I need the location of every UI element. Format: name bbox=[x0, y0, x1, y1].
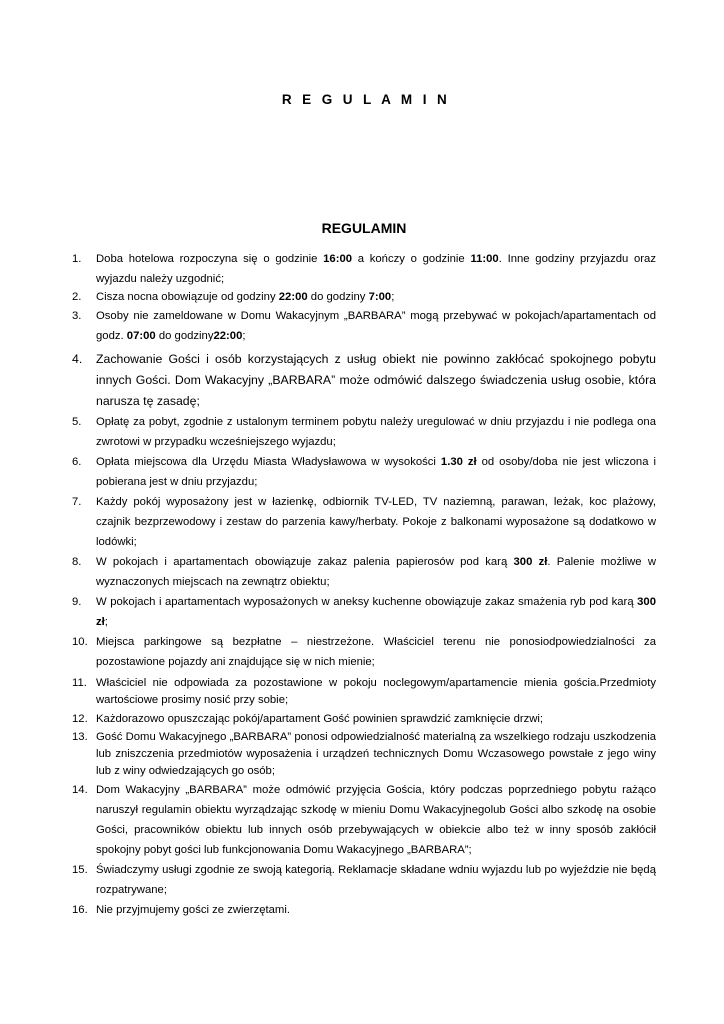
rule-time-end: 22:00 bbox=[213, 330, 243, 342]
rule-text: W pokojach i apartamentach obowiązuje zakaz palenia papierosów pod karą bbox=[96, 556, 514, 568]
rule-text: Każdy pokój wyposażony jest w łazienkę, odbiornik TV-LED, TV naziemną, parawan, leżak, koc plażowy, czajnik bezprzewodowy i zestaw do parzenia kawy/herbaty. Pokoje z balkonami wyposażone są dodatkowo w lodówki; bbox=[96, 496, 656, 548]
rule-number: 10. bbox=[72, 636, 88, 648]
rule-item-2 bbox=[72, 289, 656, 306]
rule-number: 16. bbox=[72, 904, 88, 916]
rule-text: a kończy o godzinie bbox=[352, 253, 471, 265]
rule-item-5 bbox=[72, 412, 656, 452]
rule-text: ; bbox=[104, 616, 108, 628]
rule-number: 4. bbox=[72, 352, 83, 366]
rule-text: Doba hotelowa rozpoczyna się o godzinie bbox=[96, 253, 324, 265]
rule-text: Opłata miejscowa dla Urzędu Miasta Władysławowa w wysokości bbox=[96, 456, 441, 468]
rule-item-1 bbox=[72, 249, 656, 289]
document-title: REGULAMIN bbox=[321, 220, 407, 236]
rule-number: 6. bbox=[72, 456, 82, 468]
rule-text: Każdorazowo opuszczając pokój/apartament Gość powinien sprawdzić zamknięcie drzwi; bbox=[96, 713, 544, 725]
rule-time-start: 16:00 bbox=[323, 253, 353, 265]
rule-item-13 bbox=[72, 729, 656, 780]
rule-text: do godziny bbox=[155, 330, 214, 342]
rule-item-9 bbox=[72, 592, 656, 632]
rule-text: Dom Wakacyjny „BARBARA” może odmówić przyjęcia Gościa, który podczas poprzedniego pobytu rażąco naruszył regulamin obiektu wyrządzając szkodę w mieniu Domu Wakacyjnegolub Gości albo szkodę na osobie Gości, pracowników obiektu lub innych osób przebywających w obiekcie albo też w inny sposób zakłócił spokojny pobyt gości lub funkcjonowania Domu Wakacyjnego „BARBARA”; bbox=[96, 784, 656, 856]
rule-text: Cisza nocna obowiązuje od godziny bbox=[96, 291, 279, 303]
rule-item-11 bbox=[72, 675, 656, 709]
rule-item-12 bbox=[72, 709, 656, 729]
rule-number: 3. bbox=[72, 310, 82, 322]
header-title: R E G U L A M I N bbox=[281, 92, 451, 107]
rules-list bbox=[72, 249, 656, 920]
rule-text: . Palenie możliwe w wyznaczonych miejscach na zewnątrz obiektu; bbox=[96, 556, 656, 588]
rule-text: . Inne godziny przyjazdu oraz wyjazdu należy uzgodnić; bbox=[96, 253, 656, 285]
rule-text: Zachowanie Gości i osób korzystających z usług obiekt nie powinno zakłócać spokojnego pobytu innych Gości. Dom Wakacyjny „BARBARA” może odmówić dalszego świadczenia usług osobie, która narusza tę zasadę; bbox=[96, 352, 656, 408]
rule-text: od osoby/doba nie jest wliczona i pobierana jest w dniu przyjazdu; bbox=[96, 456, 656, 488]
rule-time-end: 11:00 bbox=[470, 253, 499, 265]
rule-text: Miejsca parkingowe są bezpłatne – niestrzeżone. Właściciel terenu nie ponosiodpowiedzialności za pozostawione pojazdy ani znajdujące się w nich mienie; bbox=[96, 636, 656, 668]
rule-number: 2. bbox=[72, 291, 82, 303]
rule-text: Świadczymy usługi zgodnie ze swoją kategorią. Reklamacje składane wdniu wyjazdu lub po wyjeździe nie będą rozpatrywane; bbox=[96, 864, 656, 896]
rule-fee-amount: 1.30 zł bbox=[440, 456, 477, 468]
rule-item-16 bbox=[72, 900, 656, 920]
rule-text: Opłatę za pobyt, zgodnie z ustalonym terminem pobytu należy uregulować w dniu przyjazdu i nie podlega ona zwrotowi w przypadku wcześniejszego wyjazdu; bbox=[96, 416, 656, 448]
rule-text: Właściciel nie odpowiada za pozostawione w pokoju noclegowym/apartamencie mienia gościa.Przedmioty wartościowe prosimy nosić przy sobie; bbox=[96, 677, 656, 706]
rule-item-3 bbox=[72, 306, 656, 346]
rule-text: do godziny bbox=[307, 291, 369, 303]
rule-number: 9. bbox=[72, 596, 82, 608]
rule-number: 12. bbox=[72, 713, 88, 725]
rule-penalty-amount: 300 zł bbox=[513, 556, 548, 568]
rule-item-10 bbox=[72, 632, 656, 672]
rule-item-6 bbox=[72, 452, 656, 492]
rule-number: 15. bbox=[72, 864, 88, 876]
rule-text: Gość Domu Wakacyjnego „BARBARA” ponosi odpowiedzialność materialną za wszelkiego rodzaju uszkodzenia lub zniszczenia przedmiotów wyposażenia i urządzeń technicznych Domu Wczasowego powstałe z jego winy lub z winy odwiedzających go osób; bbox=[96, 731, 656, 777]
rule-number: 7. bbox=[72, 496, 82, 508]
rule-text: W pokojach i apartamentach wyposażonych w aneksy kuchenne obowiązuje zakaz smażenia ryb pod karą bbox=[96, 596, 638, 608]
rule-item-15 bbox=[72, 860, 656, 900]
rule-number: 14. bbox=[72, 784, 88, 796]
rule-number: 13. bbox=[72, 731, 88, 743]
rule-text: ; bbox=[391, 291, 395, 303]
rule-item-7 bbox=[72, 492, 656, 552]
rule-number: 11. bbox=[72, 677, 87, 689]
rule-number: 5. bbox=[72, 416, 82, 428]
rule-time-end: 7:00 bbox=[368, 291, 392, 303]
rule-text: Osoby nie zameldowane w Domu Wakacyjnym „BARBARA” mogą przebywać w pokojach/apartamentach od godz. bbox=[96, 310, 656, 342]
rule-number: 8. bbox=[72, 556, 82, 568]
rule-time-start: 07:00 bbox=[126, 330, 156, 342]
rule-text: Nie przyjmujemy gości ze zwierzętami. bbox=[96, 904, 290, 916]
rule-penalty-amount: 300 zł bbox=[96, 596, 656, 628]
rule-item-8 bbox=[72, 552, 656, 592]
rule-time-start: 22:00 bbox=[278, 291, 308, 303]
rule-text: ; bbox=[242, 330, 246, 342]
rule-number: 1. bbox=[72, 253, 82, 265]
rule-item-4 bbox=[72, 349, 656, 412]
rule-item-14 bbox=[72, 780, 656, 860]
